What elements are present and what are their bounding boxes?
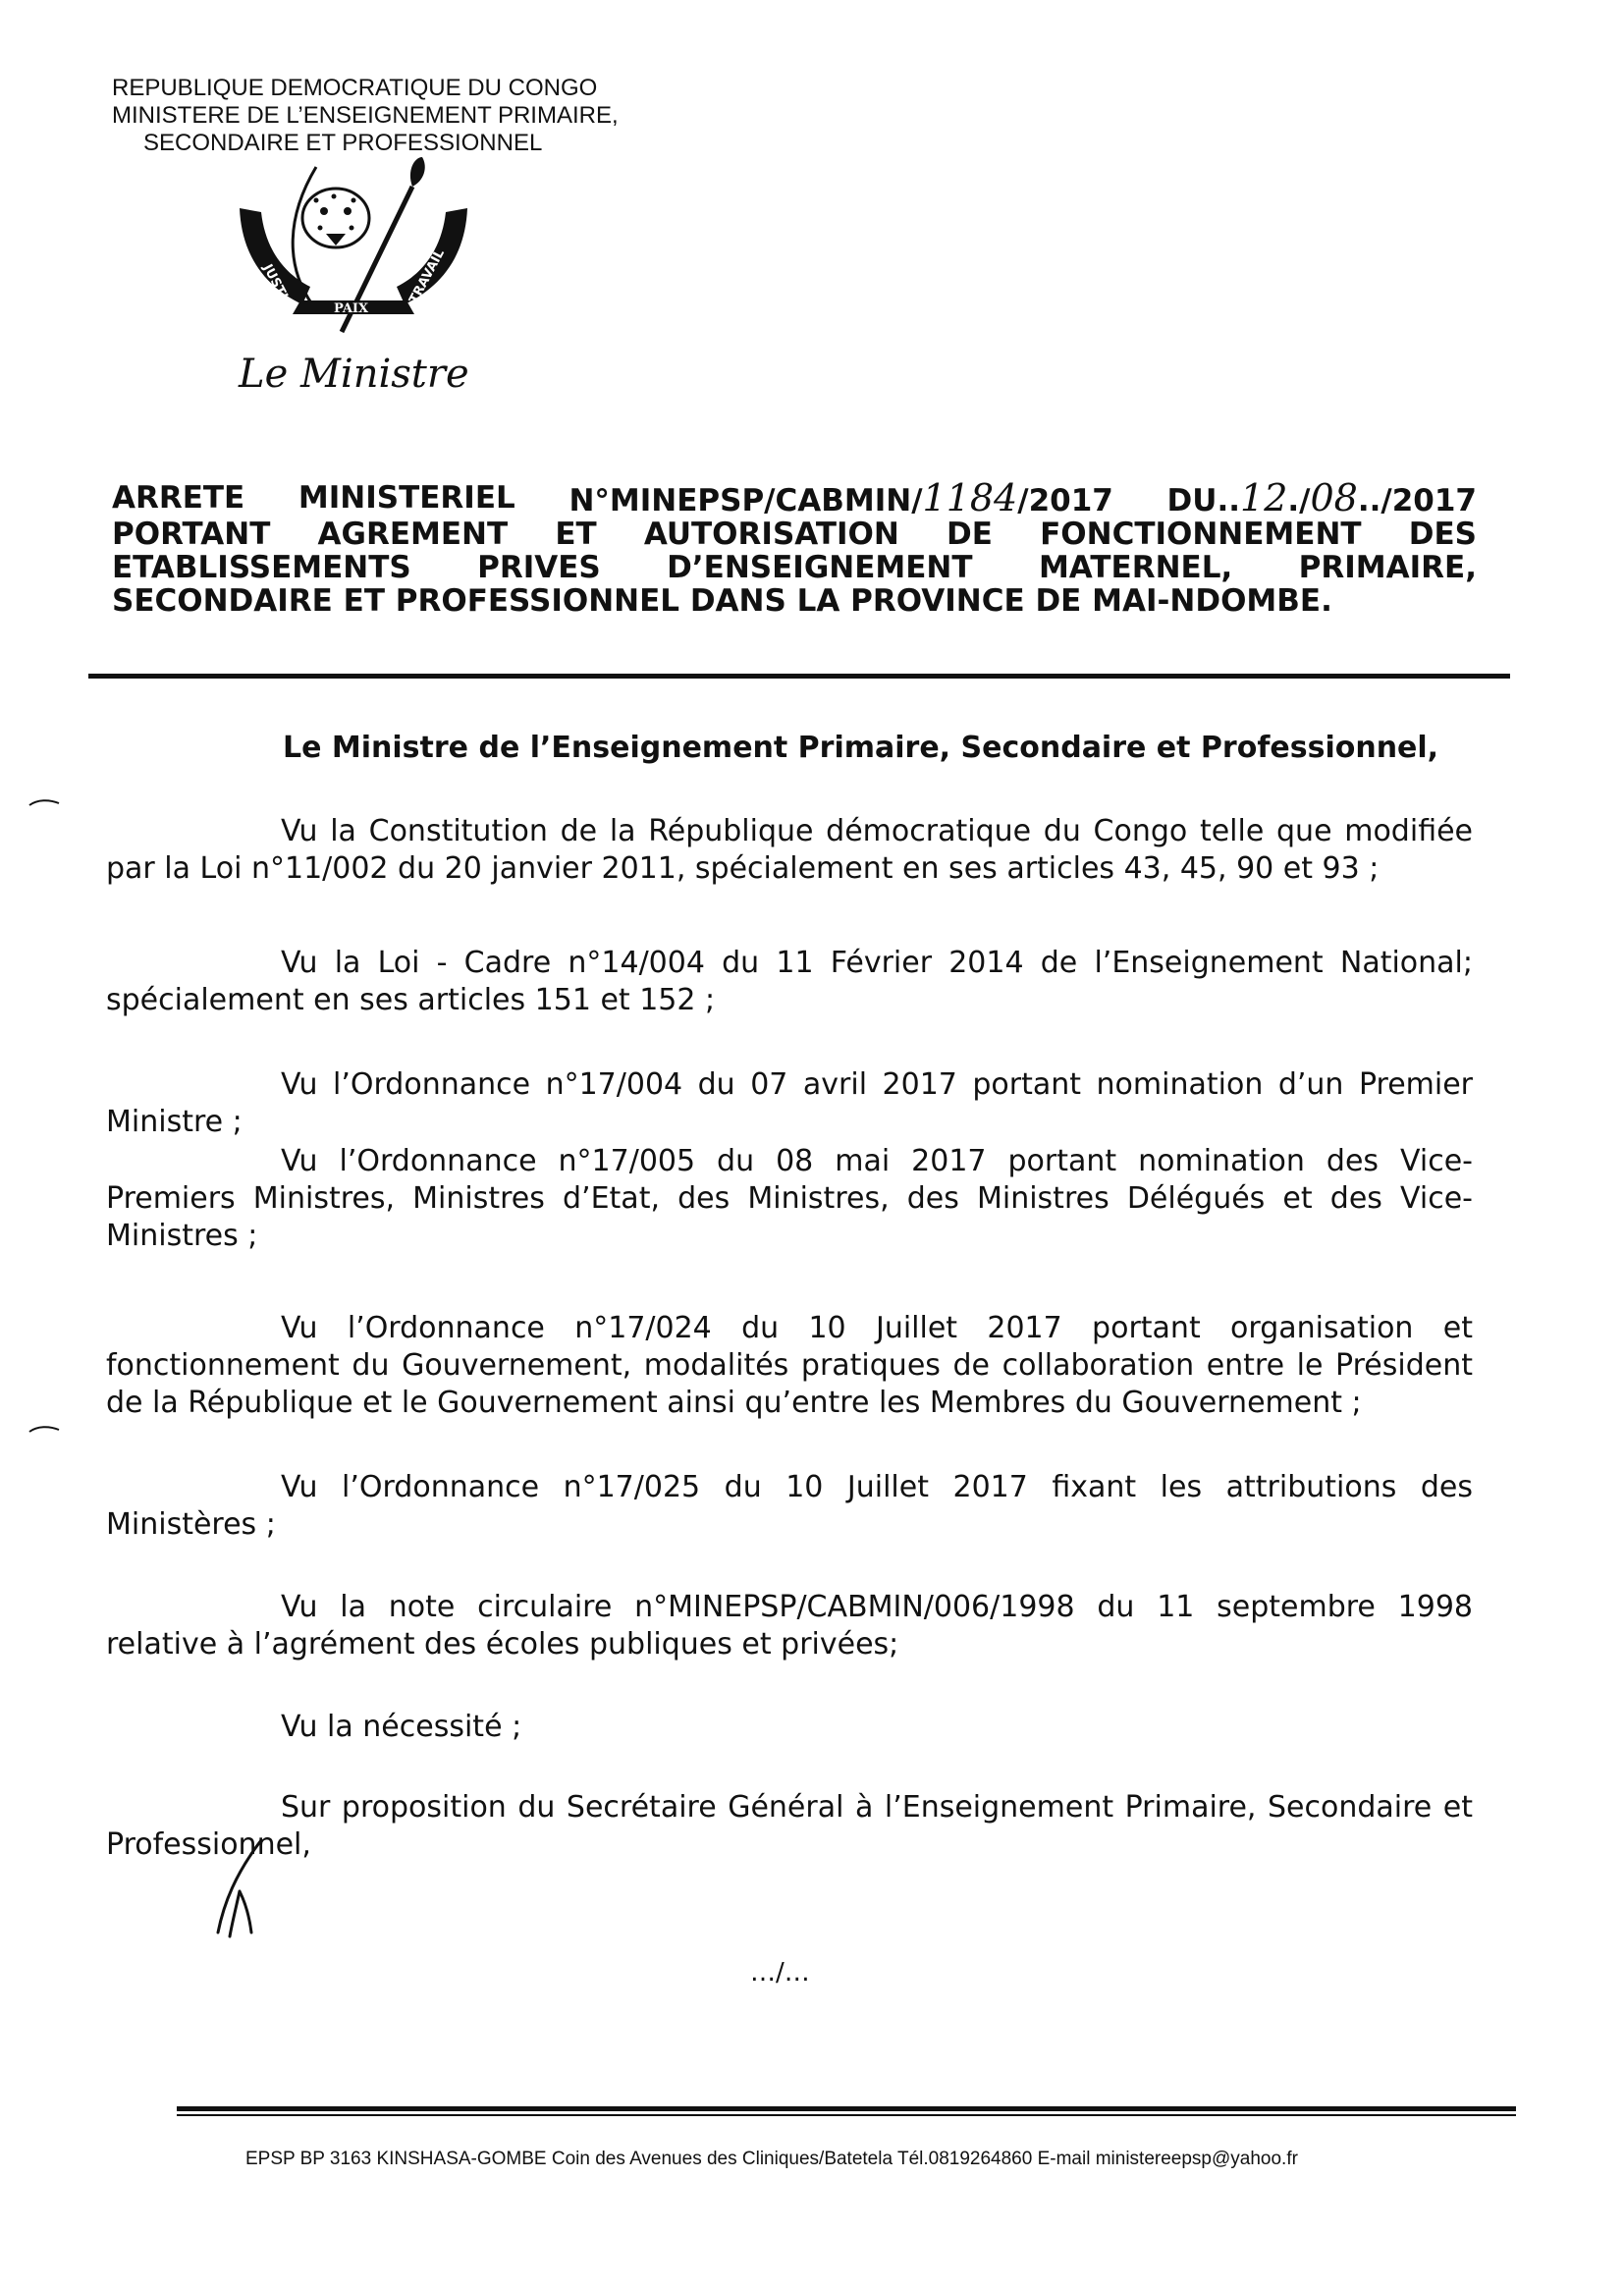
title-word: MINISTERIEL: [298, 480, 515, 516]
title-word: DES: [1408, 517, 1477, 552]
considerant-ordonnance-17-004: Vu l’Ordonnance n°17/004 du 07 avril 2017 portant nomination d’un Premier Ministre ;: [106, 1067, 1473, 1139]
considerant-ordonnance-17-024: Vu l’Ordonnance n°17/024 du 10 Juillet 2017 portant organisation et fonctionnement du Gouvernement, modalités pratiques de collaboration entre le Président de la République et le Gouvernement ainsi qu’entre les Membres du Gouvernement ;: [106, 1311, 1473, 1420]
considerant-ordonnance-17-025: Vu l’Ordonnance n°17/025 du 10 Juillet 2017 fixant les attributions des Ministères ;: [106, 1470, 1473, 1542]
minister-intro: Le Ministre de l’Enseignement Primaire, Secondaire et Professionnel,: [283, 731, 1439, 765]
title-word: PRIVES: [477, 550, 601, 585]
title-word: AUTORISATION: [643, 517, 899, 552]
footer-divider: [177, 2106, 1516, 2111]
considerant-necessite: Vu la nécessité ;: [281, 1710, 522, 1744]
letterhead-ministry-cont: SECONDAIRE ET PROFESSIONNEL: [143, 130, 543, 156]
decree-number: N°MINEPSP/CABMIN/1184/2017: [568, 476, 1113, 519]
title-word: ARRETE: [112, 480, 245, 516]
title-word: AGREMENT: [317, 517, 509, 552]
title-word: D’ENSEIGNEMENT: [667, 550, 973, 585]
handwritten-day: 12: [1240, 476, 1288, 519]
letterhead: [112, 75, 619, 157]
decree-title-line-1: [112, 476, 1477, 519]
letterhead-ministry: MINISTERE DE L’ENSEIGNEMENT PRIMAIRE,: [112, 102, 619, 129]
considerant-ordonnance-17-005: Vu l’Ordonnance n°17/005 du 08 mai 2017 portant nomination des Vice-Premiers Ministres, Ministres d’Etat, des Ministres, des Ministres Délégués et des Vice-Ministres ;: [106, 1144, 1473, 1253]
decree-title: [112, 476, 1477, 619]
handwritten-initial-icon: [210, 1834, 269, 1942]
title-word: PRIMAIRE,: [1298, 550, 1477, 585]
decree-title-line-4: SECONDAIRE ET PROFESSIONNEL DANS LA PROVINCE DE MAI-NDOMBE.: [112, 583, 1332, 619]
considerant-proposition: Sur proposition du Secrétaire Général à l’Enseignement Primaire, Secondaire et Professionnel,: [106, 1790, 1473, 1862]
considerant-constitution: Vu la Constitution de la République démocratique du Congo telle que modifiée par la Loi n°11/002 du 20 janvier 2011, spécialement en ses articles 43, 45, 90 et 93 ;: [106, 814, 1473, 886]
considerant-loi-cadre: Vu la Loi - Cadre n°14/004 du 11 Février 2014 de l’Enseignement National; spécialement en ses articles 151 et 152 ;: [106, 946, 1473, 1017]
footer-divider-thin: [177, 2114, 1516, 2116]
title-word: ET: [555, 517, 597, 552]
decree-title-line-3: [112, 551, 1477, 584]
handwritten-number: 1184: [922, 476, 1018, 519]
handwritten-month: 08: [1310, 476, 1358, 519]
considerant-note-circulaire: Vu la note circulaire n°MINEPSP/CABMIN/006/1998 du 11 septembre 1998 relative à l’agrément des écoles publiques et privées;: [106, 1590, 1473, 1662]
footer-address: EPSP BP 3163 KINSHASA-GOMBE Coin des Avenues des Cliniques/Batetela Tél.0819264860 E-mail ministereepsp@yahoo.fr: [245, 2149, 1298, 2169]
scan-mark-icon: [27, 1424, 61, 1434]
title-word: ETABLISSEMENTS: [112, 550, 411, 585]
coat-of-arms-icon: [226, 157, 481, 334]
title-word: PORTANT: [112, 517, 271, 552]
scan-mark-icon: [27, 797, 61, 807]
letterhead-republic: REPUBLIQUE DEMOCRATIQUE DU CONGO: [112, 75, 598, 101]
title-divider: [88, 674, 1510, 679]
decree-date: DU..12./08../2017: [1166, 476, 1477, 519]
title-word: DE: [947, 517, 993, 552]
seal-left-motto: JUSTICE: [259, 261, 299, 319]
title-word: FONCTIONNEMENT: [1040, 517, 1362, 552]
seal-bottom-motto: PAIX: [334, 301, 369, 316]
continuation-mark: …/…: [750, 1958, 810, 1988]
decree-title-line-2: [112, 518, 1477, 551]
minister-signature: Le Ministre: [239, 352, 469, 397]
title-word: MATERNEL,: [1038, 550, 1233, 585]
seal-right-motto: TRAVAIL: [406, 246, 448, 306]
